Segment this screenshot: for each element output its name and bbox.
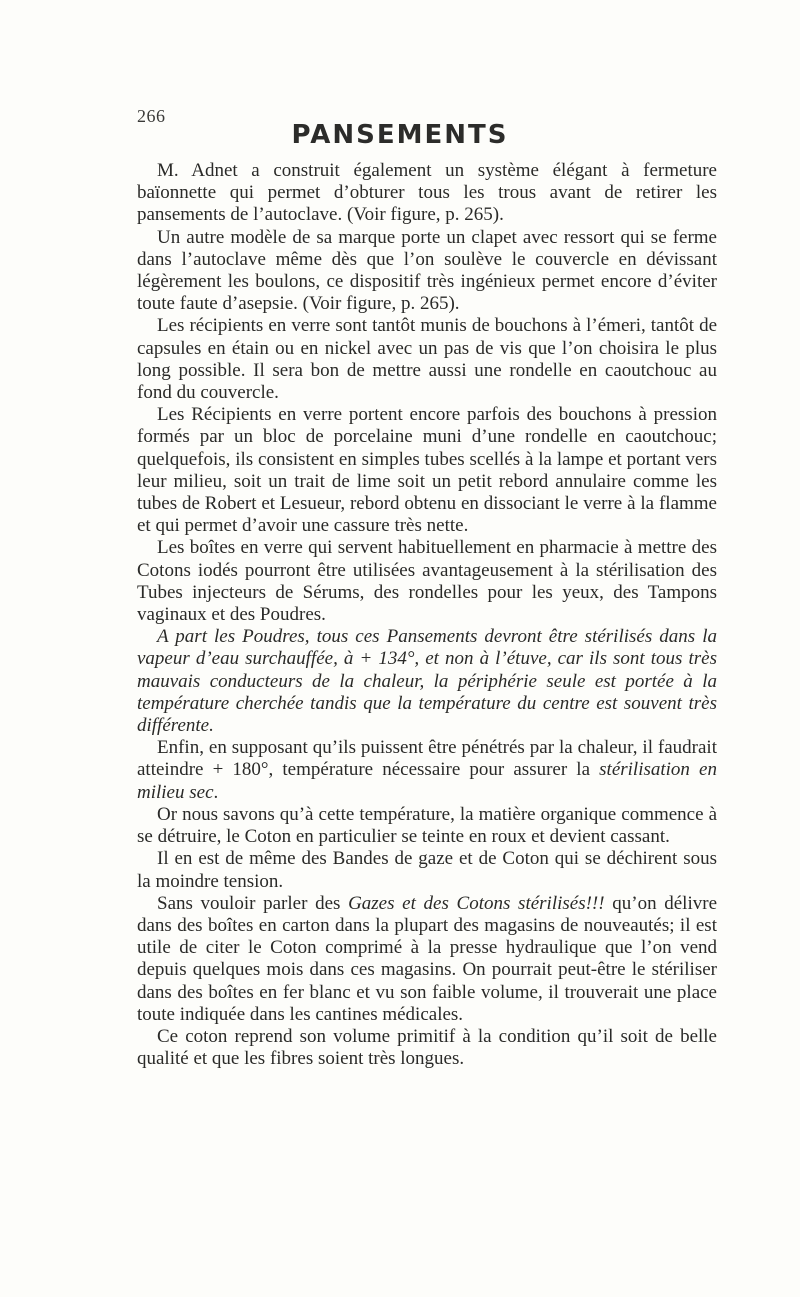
emphasis-text: stérilisation en milieu sec: [137, 759, 717, 803]
paragraph-cotton-volume: Ce coton reprend son volume primitif à la condition qu’il soit de belle qualité et que les fibres soient très longues.: [137, 1025, 717, 1070]
paragraph-gauze-bands: Il en est de même des Bandes de gaze et de Coton qui se déchirent sous la moindre tension.: [137, 848, 717, 892]
paragraph-superheated-steam: A part les Poudres, tous ces Pansements devront être stérilisés dans la vapeur d’eau surchauffée, à + 134°, et non à l’étuve, car ils sont tous très mauvais conducteurs de la chaleur, la périphérie seule est portée à la température cherchée tandis que la température du centre est souvent très différente.: [137, 626, 717, 737]
paragraph-clapet-model: Un autre modèle de sa marque porte un clapet avec ressort qui se ferme dans l’autoclave même dès que l’on soulève le couvercle en dévissant légèrement les boulons, ce dispositif très ingénieux permet encore d’éviter toute faute d’asepsie. (Voir figure, p. 265).: [137, 226, 717, 315]
paragraph-text: Sans vouloir parler des: [157, 892, 349, 914]
text-body: [137, 160, 717, 1070]
paragraph-dry-sterilization: [137, 737, 717, 804]
paragraph-compressed-cotton: [137, 893, 717, 1026]
paragraph-pressure-stoppers: Les Récipients en verre portent encore parfois des bouchons à pression formés par un bloc de porcelaine muni d’une rondelle en caoutchouc; quelquefois, ils consistent en simples tubes scellés à la lampe et portant vers leur milieu, soit un trait de lime soit un petit rebord annulaire comme les tubes de Robert et Lesueur, rebord obtenu en dissociant le verre à la flamme et qui permet d’avoir une cassure très nette.: [137, 404, 717, 537]
emphasis-text: Gazes et des Cotons stérilisés!!!: [348, 892, 605, 914]
page-number: 266: [137, 106, 166, 126]
paragraph-text: .: [213, 781, 219, 803]
paragraph-text: qu’on délivre dans des boîtes en carton dans la plupart des magasins de nouveautés; il est utile de citer le Coton comprimé à la presse hydraulique que l’on vend depuis quelques mois dans ces magasins. On pourrait peut-être le stériliser dans des boîtes en fer blanc et vu son faible volume, il trouverait une place toute indiquée dans les cantines médicales.: [137, 892, 717, 1025]
paragraph-glass-boxes: Les boîtes en verre qui servent habituellement en pharmacie à mettre des Cotons iodés pourront être utilisées avantageusement à la stérilisation des Tubes injecteurs de Sérums, des rondelles pour les yeux, des Tampons vaginaux et des Poudres.: [137, 537, 717, 626]
page-title: PANSEMENTS: [291, 120, 509, 150]
paragraph-glass-recipients: Les récipients en verre sont tantôt munis de bouchons à l’émeri, tantôt de capsules en étain ou en nickel avec un pas de vis que l’on choisira le plus long possible. Il sera bon de mettre aussi une rondelle en caoutchouc au fond du couvercle.: [137, 315, 717, 404]
paragraph-adnet-bayonet: M. Adnet a construit également un système élégant à fermeture baïonnette qui permet d’obturer tous les trous avant de retirer les pansements de l’autoclave. (Voir figure, p. 265).: [137, 160, 717, 226]
paragraph-text: Enfin, en supposant qu’ils puissent être pénétrés par la chaleur, il faudrait atteindre + 180°, température nécessaire pour assurer la: [137, 737, 717, 781]
paragraph-organic-matter: Or nous savons qu’à cette température, la matière organique commence à se détruire, le Coton en particulier se teinte en roux et devient cassant.: [137, 803, 717, 848]
